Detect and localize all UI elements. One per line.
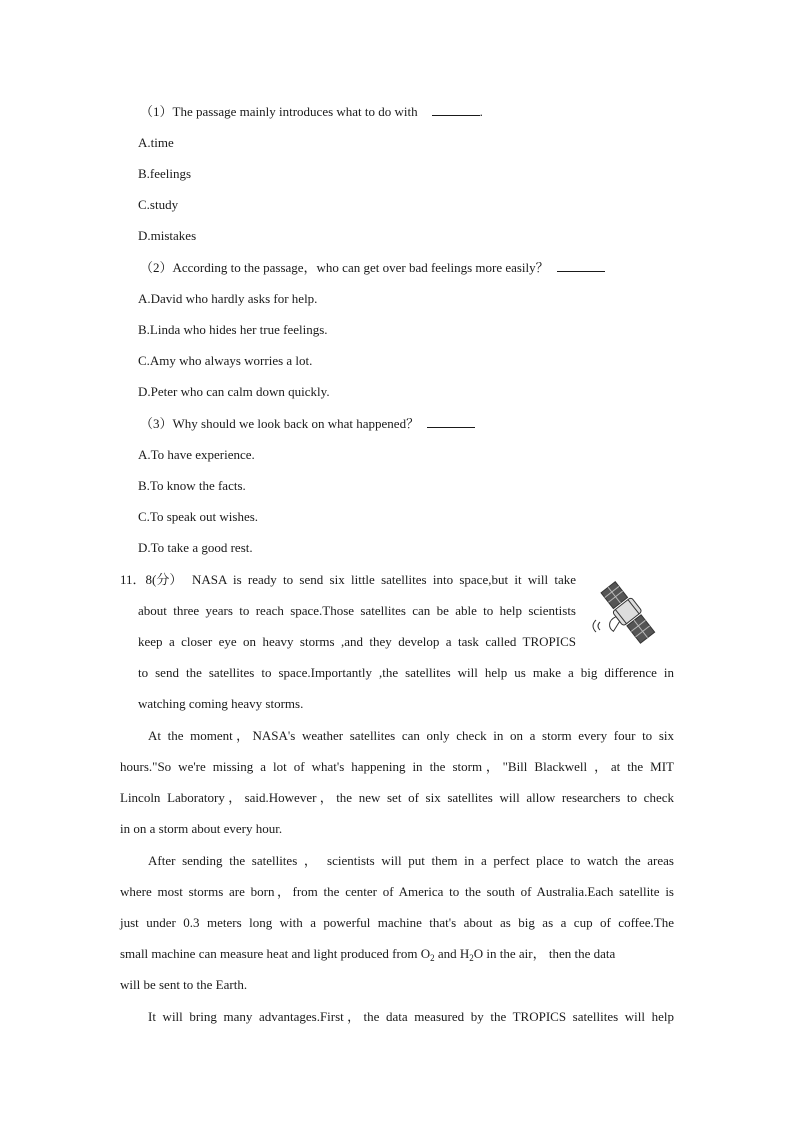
passage-line: At the moment，NASA's weather satellites can only check in on a storm every four to six (148, 728, 674, 743)
q2-option-b: B.Linda who hides her true feelings. (138, 322, 328, 337)
answer-blank[interactable] (432, 104, 480, 116)
answer-blank[interactable] (557, 260, 605, 272)
passage-line: just under 0.3 meters long with a powerful machine that's about as big as a cup of coffee.The (120, 915, 674, 930)
passage-line: about three years to reach space.Those satellites can be able to help scientists (138, 603, 576, 618)
q3-option-a: A.To have experience. (138, 447, 255, 462)
satellite-icon (588, 576, 674, 644)
q3-option-d: D.To take a good rest. (138, 540, 253, 555)
passage-line: in on a storm about every hour. (120, 821, 283, 836)
q3-option-c: C.To speak out wishes. (138, 509, 259, 524)
question-1-stem: （1）The passage mainly introduces what to do with . (140, 104, 483, 119)
passage-line-formula: small machine can measure heat and light produced from $O_2$ and $H_2O$ in the air， then the data (120, 946, 616, 963)
q2-option-d: D.Peter who can calm down quickly. (138, 384, 330, 399)
q2-option-c: C.Amy who always worries a lot. (138, 353, 313, 368)
q1-option-c: C.study (138, 197, 179, 212)
passage-line: It will bring many advantages.First，the data measured by the TROPICS satellites will help (148, 1009, 674, 1024)
q1-option-a: A.time (138, 135, 174, 150)
answer-blank[interactable] (427, 416, 475, 428)
passage-line: will be sent to the Earth. (120, 977, 248, 992)
passage-line: Lincoln Laboratory，said.However，the new set of six satellites will allow researchers to check (120, 790, 674, 805)
passage-line: hours."So we're missing a lot of what's happening in the storm，"Bill Blackwell ，at the MIT (120, 759, 674, 774)
q2-option-a: A.David who hardly asks for help. (138, 291, 318, 306)
question-11-number: 11．8(分） (120, 572, 183, 587)
passage-line: where most storms are born，from the center of America to the south of Australia.Each satellite is (120, 884, 674, 899)
q1-option-b: B.feelings (138, 166, 192, 181)
question-3-stem: （3）Why should we look back on what happened？ (140, 416, 475, 432)
passage-line: to send the satellites to space.Importantly ,the satellites will help us make a big difference in (138, 665, 674, 680)
passage-line: NASA is ready to send six little satellites into space,but it will take (192, 572, 576, 587)
passage-line: keep a closer eye on heavy storms ,and they develop a task called TROPICS (138, 634, 576, 649)
question-2-stem: （2）According to the passage，who can get over bad feelings more easily？ (140, 260, 605, 276)
passage-line: After sending the satellites ， scientists will put them in a perfect place to watch the areas (148, 853, 674, 868)
passage-line: watching coming heavy storms. (138, 696, 304, 711)
q1-option-d: D.mistakes (138, 228, 197, 243)
q3-option-b: B.To know the facts. (138, 478, 246, 493)
